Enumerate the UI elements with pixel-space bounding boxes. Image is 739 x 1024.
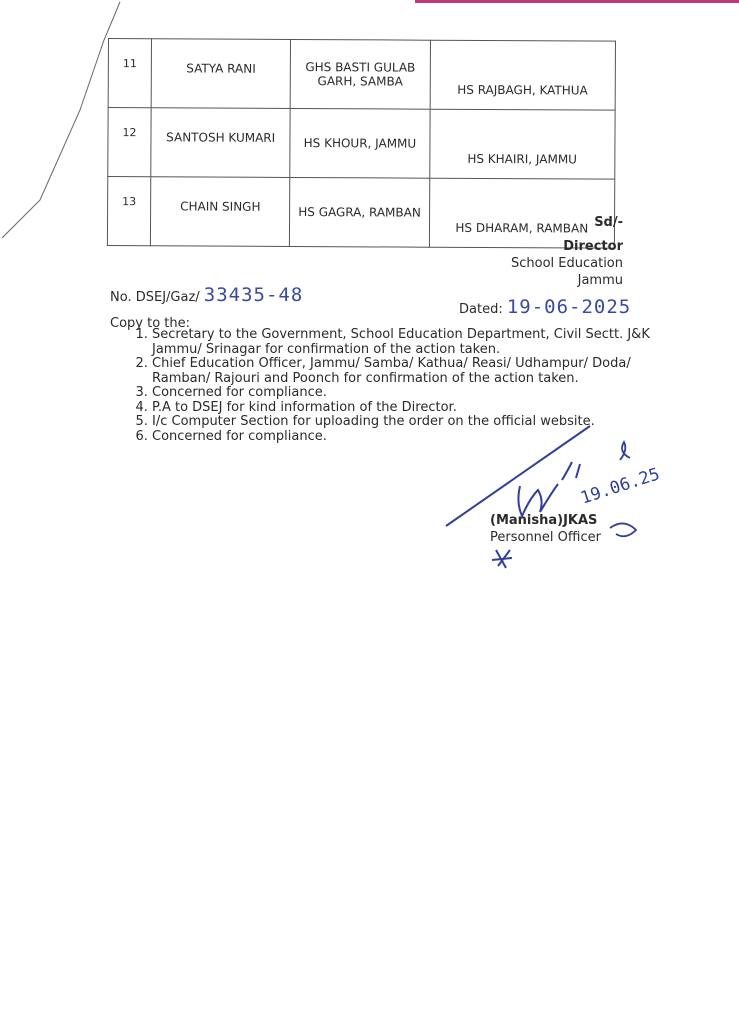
- reference-handwritten: 33435-48: [203, 284, 304, 306]
- to-school: HS RAJBAGH, KATHUA: [430, 40, 616, 110]
- director-signature-block: [511, 214, 623, 289]
- from-school: HS KHOUR, JAMMU: [290, 108, 430, 178]
- list-item: 3. Concerned for compliance.: [152, 386, 652, 401]
- reference-label: No. DSEJ/Gaz/: [110, 290, 200, 305]
- department-name: School Education: [510, 256, 623, 271]
- date-handwritten: 19-06-2025: [506, 296, 632, 318]
- employee-name: CHAIN SINGH: [150, 177, 290, 247]
- serial-number: 13: [107, 177, 150, 246]
- to-school: HS KHAIRI, JAMMU: [429, 109, 615, 179]
- handwritten-signature: [440, 420, 680, 580]
- table-row: [108, 39, 615, 111]
- reference-number: [110, 284, 303, 306]
- serial-number: 12: [108, 108, 151, 177]
- officer-handwritten-date: 19.06.25: [578, 464, 663, 509]
- date-label: Dated:: [459, 302, 503, 317]
- employee-name: SATYA RANI: [151, 39, 291, 109]
- page-edge-mark: [415, 0, 739, 3]
- officer-title: Personnel Officer: [490, 530, 601, 545]
- to-school: HS DHARAM, RAMBAN: [429, 178, 615, 248]
- table-row: [108, 108, 615, 180]
- employee-name: SANTOSH KUMARI: [151, 108, 291, 178]
- list-item: 6. Concerned for compliance.: [152, 430, 652, 445]
- list-item: 2. Chief Education Officer, Jammu/ Samba/ Kathua/ Reasi/ Udhampur/ Doda/ Ramban/ Rajouri and Poonch for confirmation of the action taken.: [152, 357, 652, 386]
- list-item: 4. P.A to DSEJ for kind information of the Director.: [152, 401, 652, 416]
- from-school: GHS BASTI GULAB GARH, SAMBA: [290, 39, 430, 109]
- date-line: [459, 296, 631, 318]
- department-location: Jammu: [577, 273, 623, 288]
- sd-mark: Sd/-: [594, 215, 623, 230]
- list-item: 1. Secretary to the Government, School Education Department, Civil Sectt. J&K Jammu/ Srinagar for confirmation of the action taken.: [152, 328, 652, 357]
- serial-number: 11: [108, 39, 151, 108]
- officer-block: [490, 512, 601, 546]
- director-designation: Director: [563, 239, 623, 254]
- list-item: 5. I/c Computer Section for uploading the order on the official website.: [152, 415, 652, 430]
- from-school: HS GAGRA, RAMBAN: [290, 177, 430, 247]
- officer-name: (Manisha)JKAS: [490, 513, 598, 528]
- copy-to-heading: Copy to the:: [110, 316, 191, 331]
